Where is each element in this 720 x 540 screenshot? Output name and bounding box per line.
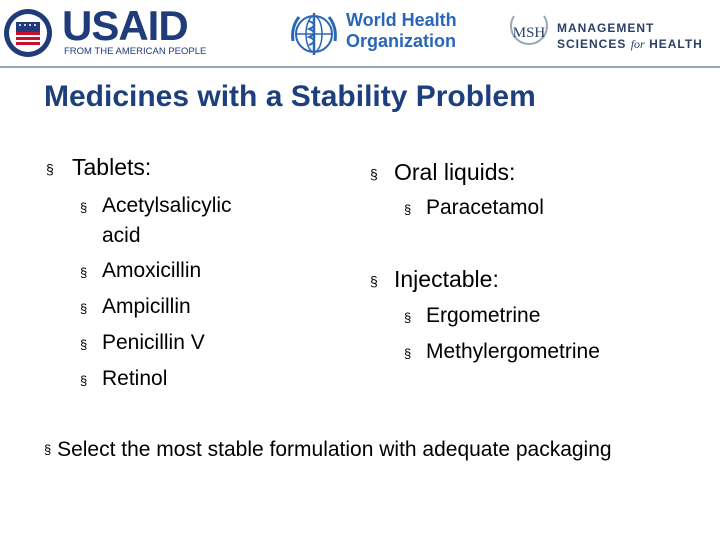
msh-wordmark	[557, 20, 703, 52]
who-wordmark	[346, 10, 457, 52]
who-line-2: Organization	[346, 31, 457, 51]
list-item: Ergometrine	[426, 304, 541, 327]
bullet-icon: §	[80, 373, 88, 388]
usaid-tagline: FROM THE AMERICAN PEOPLE	[64, 46, 207, 57]
list-item: Acetylsalicylic	[102, 194, 232, 217]
oral-liquids-heading: Oral liquids:	[394, 159, 516, 185]
msh-logo	[500, 0, 720, 66]
msh-line-2-suffix: HEALTH	[649, 37, 703, 51]
header-divider	[0, 66, 720, 68]
msh-line-2-for: for	[630, 37, 645, 51]
list-item-continuation: acid	[102, 224, 141, 247]
bullet-icon: §	[80, 200, 88, 215]
list-item: Penicillin V	[102, 331, 205, 354]
msh-mark-icon	[506, 10, 552, 52]
who-emblem-icon	[287, 7, 341, 61]
msh-line-1: MANAGEMENT	[557, 21, 655, 35]
msh-line-2	[557, 36, 703, 52]
injectable-heading: Injectable:	[394, 266, 499, 292]
list-item: Amoxicillin	[102, 259, 202, 282]
usaid-seal-icon	[3, 8, 53, 58]
bullet-icon: §	[404, 346, 412, 361]
footer-text: Select the most stable formulation with adequate packaging	[57, 438, 612, 461]
list-item: Ampicillin	[102, 295, 191, 318]
tablets-heading: Tablets:	[72, 154, 152, 180]
bullet-icon: §	[370, 166, 378, 182]
bullet-icon: §	[404, 310, 412, 325]
list-item: Retinol	[102, 367, 168, 390]
bullet-icon: §	[46, 161, 54, 177]
list-item: Methylergometrine	[426, 340, 600, 363]
who-line-1: World Health	[346, 10, 457, 30]
bullet-icon: §	[80, 337, 88, 352]
list-item: Paracetamol	[426, 196, 544, 219]
msh-line-2-prefix: SCIENCES	[557, 37, 627, 51]
usaid-wordmark: USAID	[62, 2, 188, 49]
who-logo	[280, 0, 457, 66]
footer-note	[44, 438, 612, 462]
bullet-icon: §	[80, 265, 88, 280]
bullet-icon: §	[370, 273, 378, 289]
logo-bar	[0, 0, 720, 66]
msh-mark-text: MSH	[512, 25, 546, 41]
bullet-icon: §	[404, 202, 412, 217]
bullet-icon: §	[44, 442, 52, 457]
slide-title: Medicines with a Stability Problem	[44, 80, 536, 113]
usaid-logo	[0, 0, 240, 66]
bullet-icon: §	[80, 301, 88, 316]
